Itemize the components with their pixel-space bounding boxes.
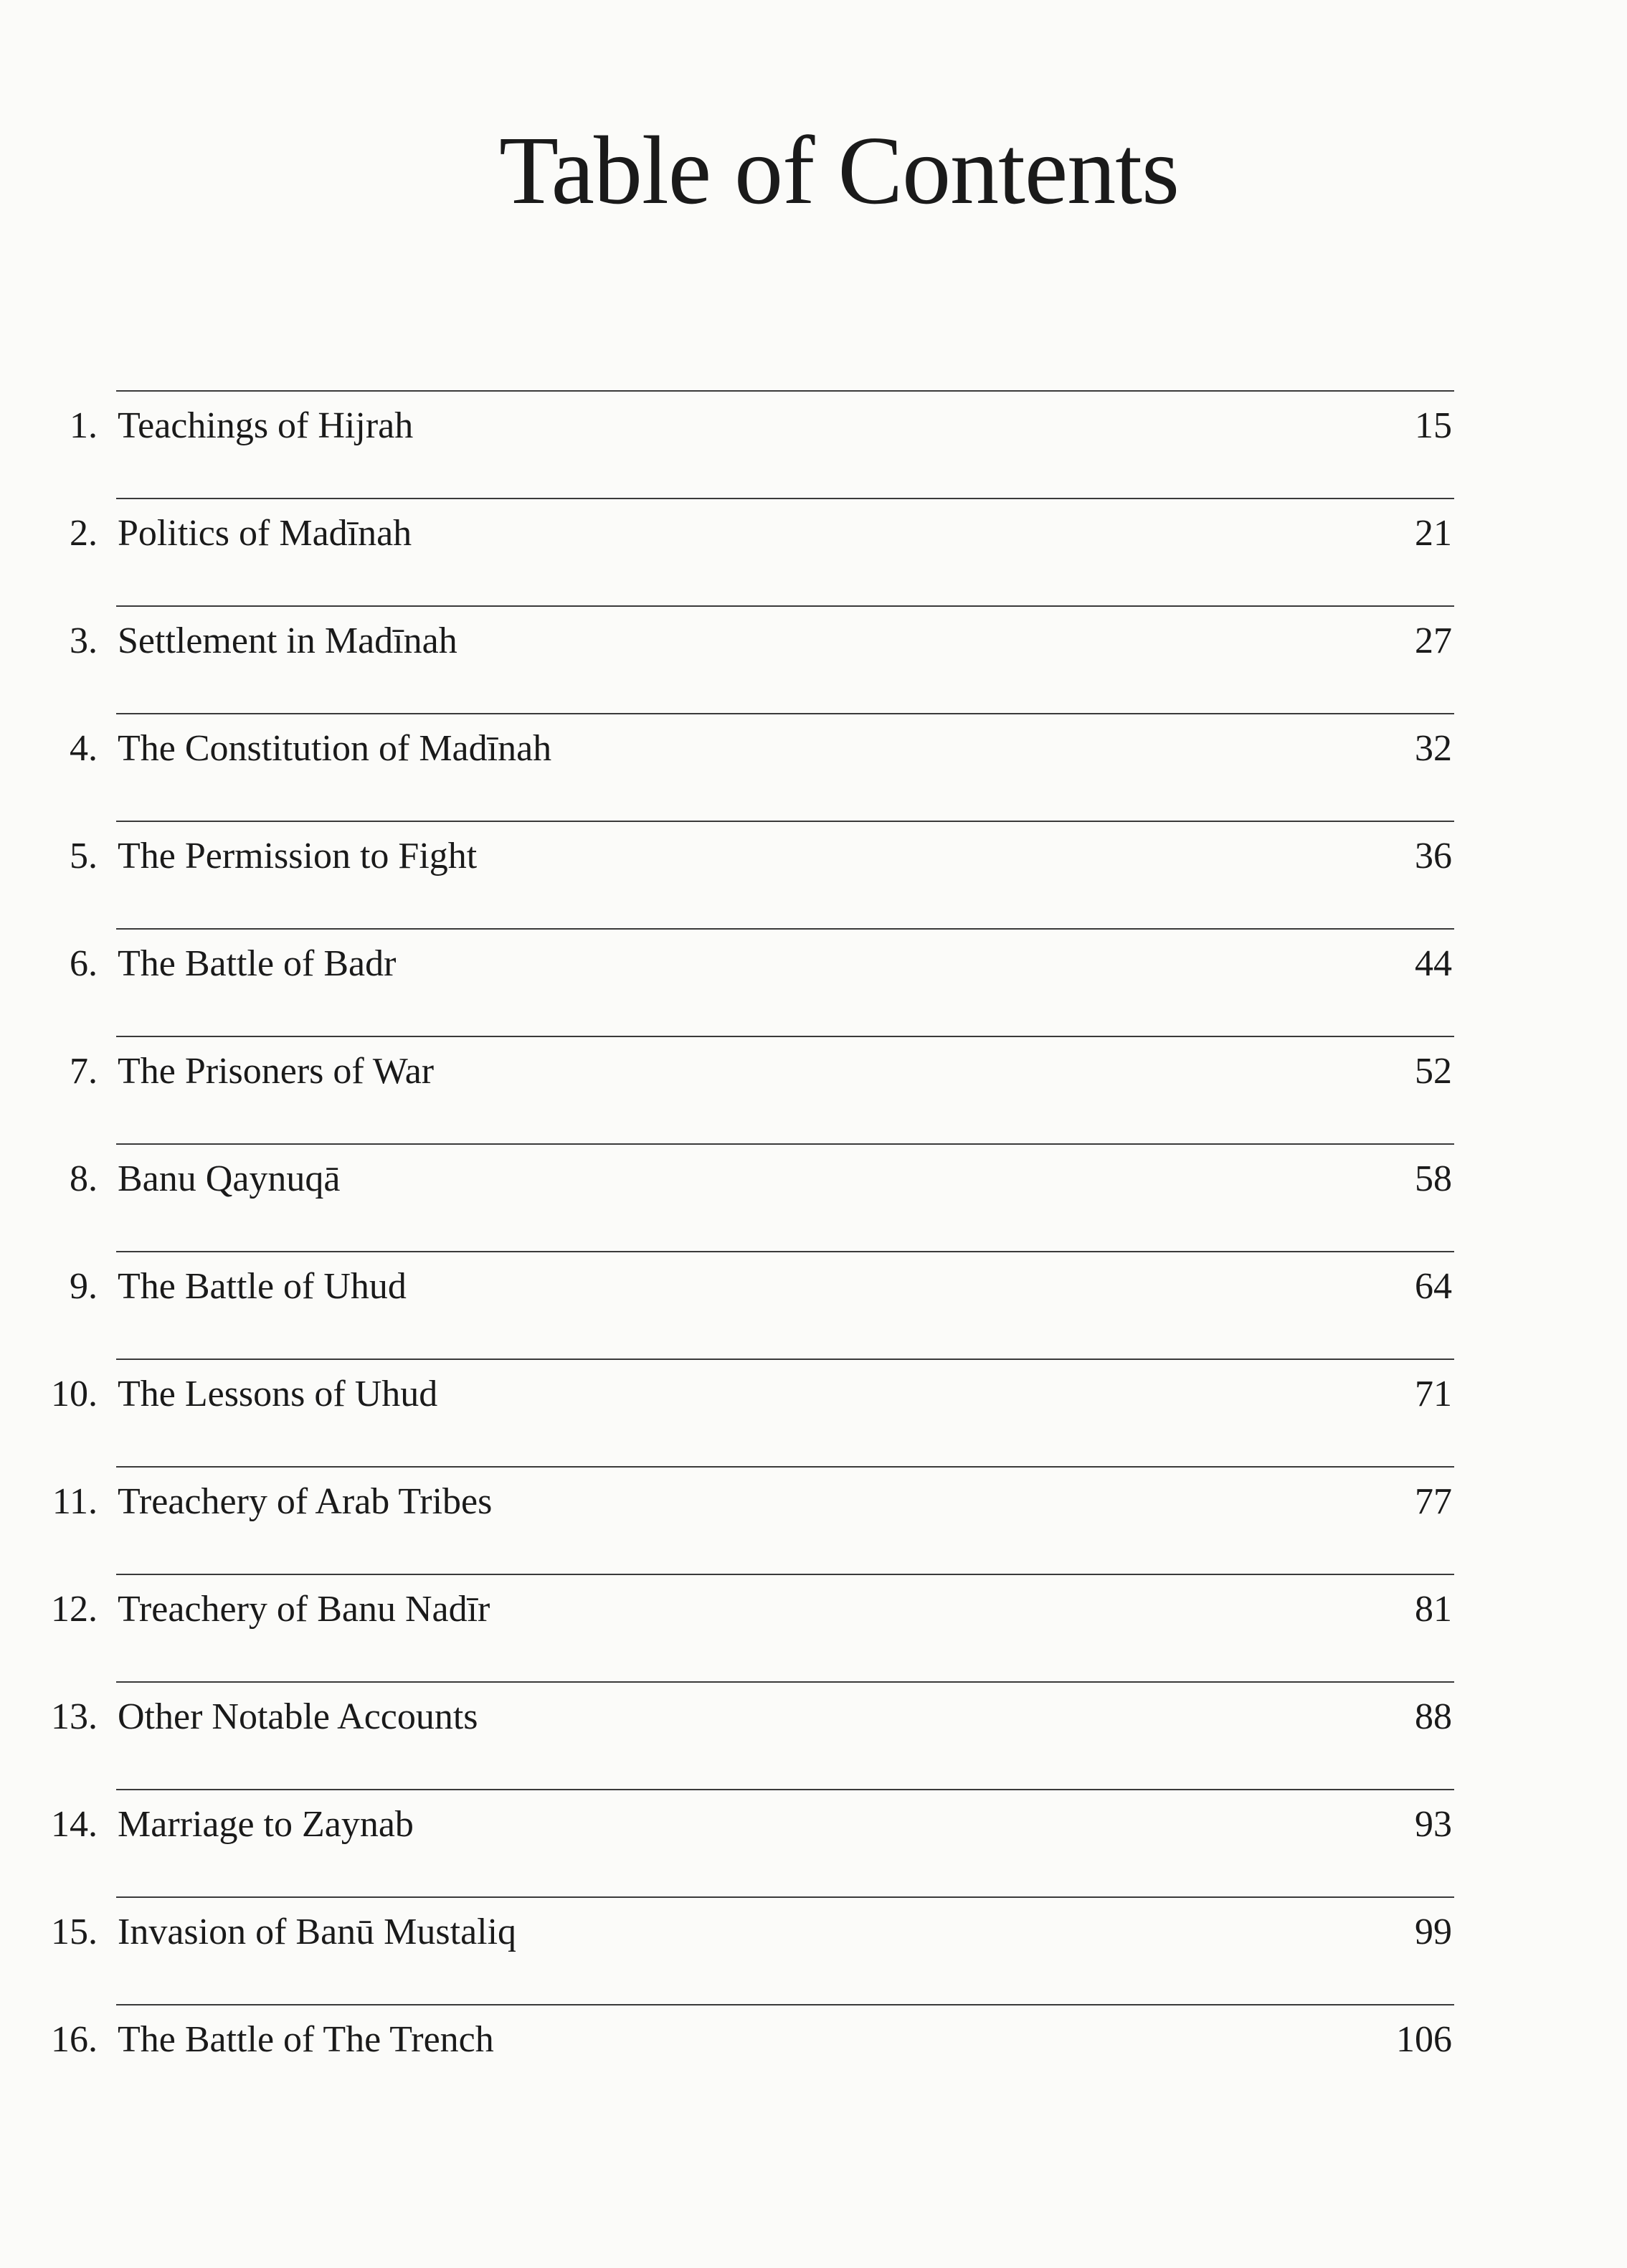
toc-entry-number: 9. [70,1266,98,1307]
toc-entry [0,1036,1627,1143]
toc-entry-number: 1. [70,405,98,446]
toc-entry-title: The Constitution of Madīnah [118,728,552,769]
toc-entry-page: 106 [1396,2019,1452,2060]
toc-entry-title: The Prisoners of War [118,1051,435,1092]
toc-entry-number: 12. [51,1589,98,1630]
toc-entry-title: Settlement in Madīnah [118,620,457,661]
toc-entry [0,1574,1627,1681]
toc-entry-number: 8. [70,1158,98,1199]
toc-entry-number: 4. [70,728,98,769]
toc-entry-title: The Battle of Uhud [118,1266,407,1307]
toc-entry-page: 27 [1415,620,1452,661]
toc-entry-page: 36 [1415,836,1452,877]
toc-entry-page: 99 [1415,1912,1452,1952]
toc-entry-page: 88 [1415,1696,1452,1737]
toc-divider [116,498,1454,499]
toc-entry [0,498,1627,605]
toc-entry-page: 15 [1415,405,1452,446]
toc-entry-page: 64 [1415,1266,1452,1307]
toc-entry [0,1359,1627,1466]
toc-entry-number: 16. [51,2019,98,2060]
toc-entry-number: 5. [70,836,98,877]
toc-entry-number: 7. [70,1051,98,1092]
toc-entry-page: 52 [1415,1051,1452,1092]
toc-entry-title: The Battle of The Trench [118,2019,494,2060]
page-title: Table of Contents [499,117,1179,225]
toc-entry-number: 10. [51,1374,98,1414]
toc-divider [116,713,1454,714]
toc-entry [0,1251,1627,1359]
toc-entry-title: The Lessons of Uhud [118,1374,438,1414]
toc-divider [116,821,1454,822]
toc-divider [116,1789,1454,1790]
toc-divider [116,928,1454,930]
toc-divider [116,1251,1454,1252]
toc-divider [116,1466,1454,1468]
toc-divider [116,605,1454,607]
toc-entry-number: 2. [70,513,98,554]
toc-entry [0,2004,1627,2112]
toc-entry-title: Banu Qaynuqā [118,1158,341,1199]
toc-entry-page: 77 [1415,1481,1452,1522]
toc-entry-number: 6. [70,943,98,984]
toc-entry [0,1789,1627,1896]
toc-divider [116,1896,1454,1898]
toc-entry-number: 15. [51,1912,98,1952]
toc-entry-title: Marriage to Zaynab [118,1804,414,1845]
toc-entry [0,1681,1627,1789]
toc-entry-page: 93 [1415,1804,1452,1845]
toc-entry [0,1896,1627,2004]
toc-entry-number: 13. [51,1696,98,1737]
toc-divider [116,1359,1454,1360]
toc-entry-title: Treachery of Banu Nadīr [118,1589,490,1630]
toc-entry-page: 21 [1415,513,1452,554]
toc-entry [0,1466,1627,1574]
toc-entry-number: 14. [51,1804,98,1845]
toc-divider [116,390,1454,392]
toc-divider [116,1681,1454,1683]
toc-entry-title: Politics of Madīnah [118,513,412,554]
toc-entry-number: 3. [70,620,98,661]
toc-entry-page: 32 [1415,728,1452,769]
toc-entry-page: 71 [1415,1374,1452,1414]
toc-entry-title: Invasion of Banū Mustaliq [118,1912,517,1952]
toc-divider [116,1036,1454,1037]
toc-entry-title: Treachery of Arab Tribes [118,1481,493,1522]
toc-entry-page: 58 [1415,1158,1452,1199]
toc-entry-title: The Battle of Badr [118,943,397,984]
toc-entry-page: 81 [1415,1589,1452,1630]
toc-divider [116,1574,1454,1575]
toc-entry-title: The Permission to Fight [118,836,478,877]
toc-divider [116,1143,1454,1145]
toc-entry-title: Other Notable Accounts [118,1696,478,1737]
toc-entry-title: Teachings of Hijrah [118,405,414,446]
toc-entry [0,713,1627,821]
toc-entry [0,1143,1627,1251]
toc-entry-page: 44 [1415,943,1452,984]
toc-entry [0,821,1627,928]
toc-entry [0,390,1627,498]
toc-entry [0,605,1627,713]
toc-entry-number: 11. [52,1481,98,1522]
toc-divider [116,2004,1454,2005]
toc-entry [0,928,1627,1036]
